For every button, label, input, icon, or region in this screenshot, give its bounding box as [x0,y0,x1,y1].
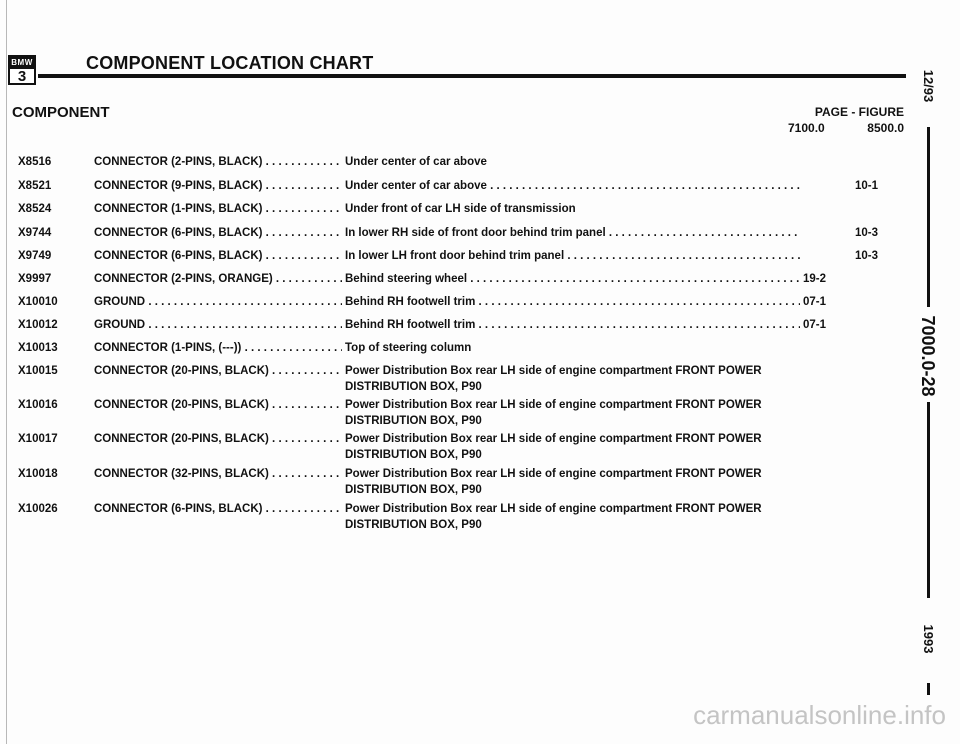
page-column-number: 7100.0 [788,121,825,135]
figure-ref: 10-3 [854,250,878,262]
side-rule-top [927,127,930,307]
component-location: Power Distribution Box rear LH side of engine compartment FRONT POWER [345,433,762,445]
logo-series: 3 [17,68,27,85]
component-location: Power Distribution Box rear LH side of engine compartment FRONT POWER [345,468,762,480]
component-location: Behind RH footwell trim . . . [345,319,800,331]
logo-brand: BMW [11,58,33,67]
component-code: X9744 [18,227,52,239]
component-name: CONNECTOR (6-PINS, BLACK) . . . [94,503,342,515]
watermark: carmanualsonline.info [693,700,946,730]
component-code: X8516 [18,156,52,168]
page-title: COMPONENT LOCATION CHART [86,53,374,73]
page-figure-subheader [788,121,904,135]
component-name: CONNECTOR (32-PINS, BLACK) . . . [94,468,342,480]
component-location: Power Distribution Box rear LH side of engine compartment FRONT POWER [345,503,762,515]
component-name: CONNECTOR (20-PINS, BLACK) . . . [94,433,342,445]
side-rule-middle [927,402,930,598]
component-name: GROUND . . . [94,296,342,308]
component-code: X10016 [18,399,58,411]
figure-ref: 10-1 [854,180,878,192]
component-code: X8521 [18,180,52,192]
component-name: CONNECTOR (20-PINS, BLACK) . . . [94,399,342,411]
component-code: X9997 [18,273,52,285]
component-code: X10015 [18,365,58,377]
component-location: Power Distribution Box rear LH side of engine compartment FRONT POWER [345,399,762,411]
side-rule-bottom [927,683,930,695]
component-location: Under front of car LH side of transmission [345,203,576,215]
side-date: 12/93 [921,69,936,103]
title-rule [38,74,906,78]
component-location-continued: DISTRIBUTION BOX, P90 [345,484,482,496]
component-location-continued: DISTRIBUTION BOX, P90 [345,381,482,393]
component-name: CONNECTOR (2-PINS, ORANGE) . . . [94,273,342,285]
component-name: CONNECTOR (20-PINS, BLACK) . . . [94,365,342,377]
bmw-3-series-logo [8,55,36,85]
page-ref: 19-2 [803,273,827,285]
component-name: CONNECTOR (6-PINS, BLACK) . . . [94,250,342,262]
component-code: X10012 [18,319,58,331]
component-location: In lower RH side of front door behind trim panel . . . [345,227,800,239]
page-edge-line [6,0,7,744]
side-year: 1993 [921,624,936,654]
component-name: GROUND . . . [94,319,342,331]
component-name: CONNECTOR (1-PINS, BLACK) . . . [94,203,342,215]
component-location: Power Distribution Box rear LH side of engine compartment FRONT POWER [345,365,762,377]
component-location: Behind RH footwell trim . . . [345,296,800,308]
page-ref: 07-1 [803,319,827,331]
component-code: X9749 [18,250,52,262]
component-location-continued: DISTRIBUTION BOX, P90 [345,415,482,427]
component-code: X10010 [18,296,58,308]
component-code: X10018 [18,468,58,480]
figure-column-number: 8500.0 [867,121,904,135]
component-code: X10026 [18,503,58,515]
component-column-header: COMPONENT [12,104,110,121]
page-ref: 07-1 [803,296,827,308]
component-location-continued: DISTRIBUTION BOX, P90 [345,519,482,531]
component-name: CONNECTOR (9-PINS, BLACK) . . . [94,180,342,192]
component-code: X10013 [18,342,58,354]
component-location: In lower LH front door behind trim panel . . . [345,250,800,262]
component-location: Top of steering column [345,342,472,354]
component-location: Under center of car above . . . [345,180,800,192]
component-code: X8524 [18,203,52,215]
component-location: Behind steering wheel . . . [345,273,800,285]
side-page-id: 7000.0-28 [918,315,938,397]
page-figure-header: PAGE - FIGURE [814,105,904,119]
component-name: CONNECTOR (2-PINS, BLACK) . . . [94,156,342,168]
component-location-continued: DISTRIBUTION BOX, P90 [345,449,482,461]
component-name: CONNECTOR (6-PINS, BLACK) . . . [94,227,342,239]
component-location: Under center of car above [345,156,487,168]
figure-ref: 10-3 [854,227,878,239]
component-name: CONNECTOR (1-PINS, (---)) . . . [94,342,342,354]
component-code: X10017 [18,433,58,445]
